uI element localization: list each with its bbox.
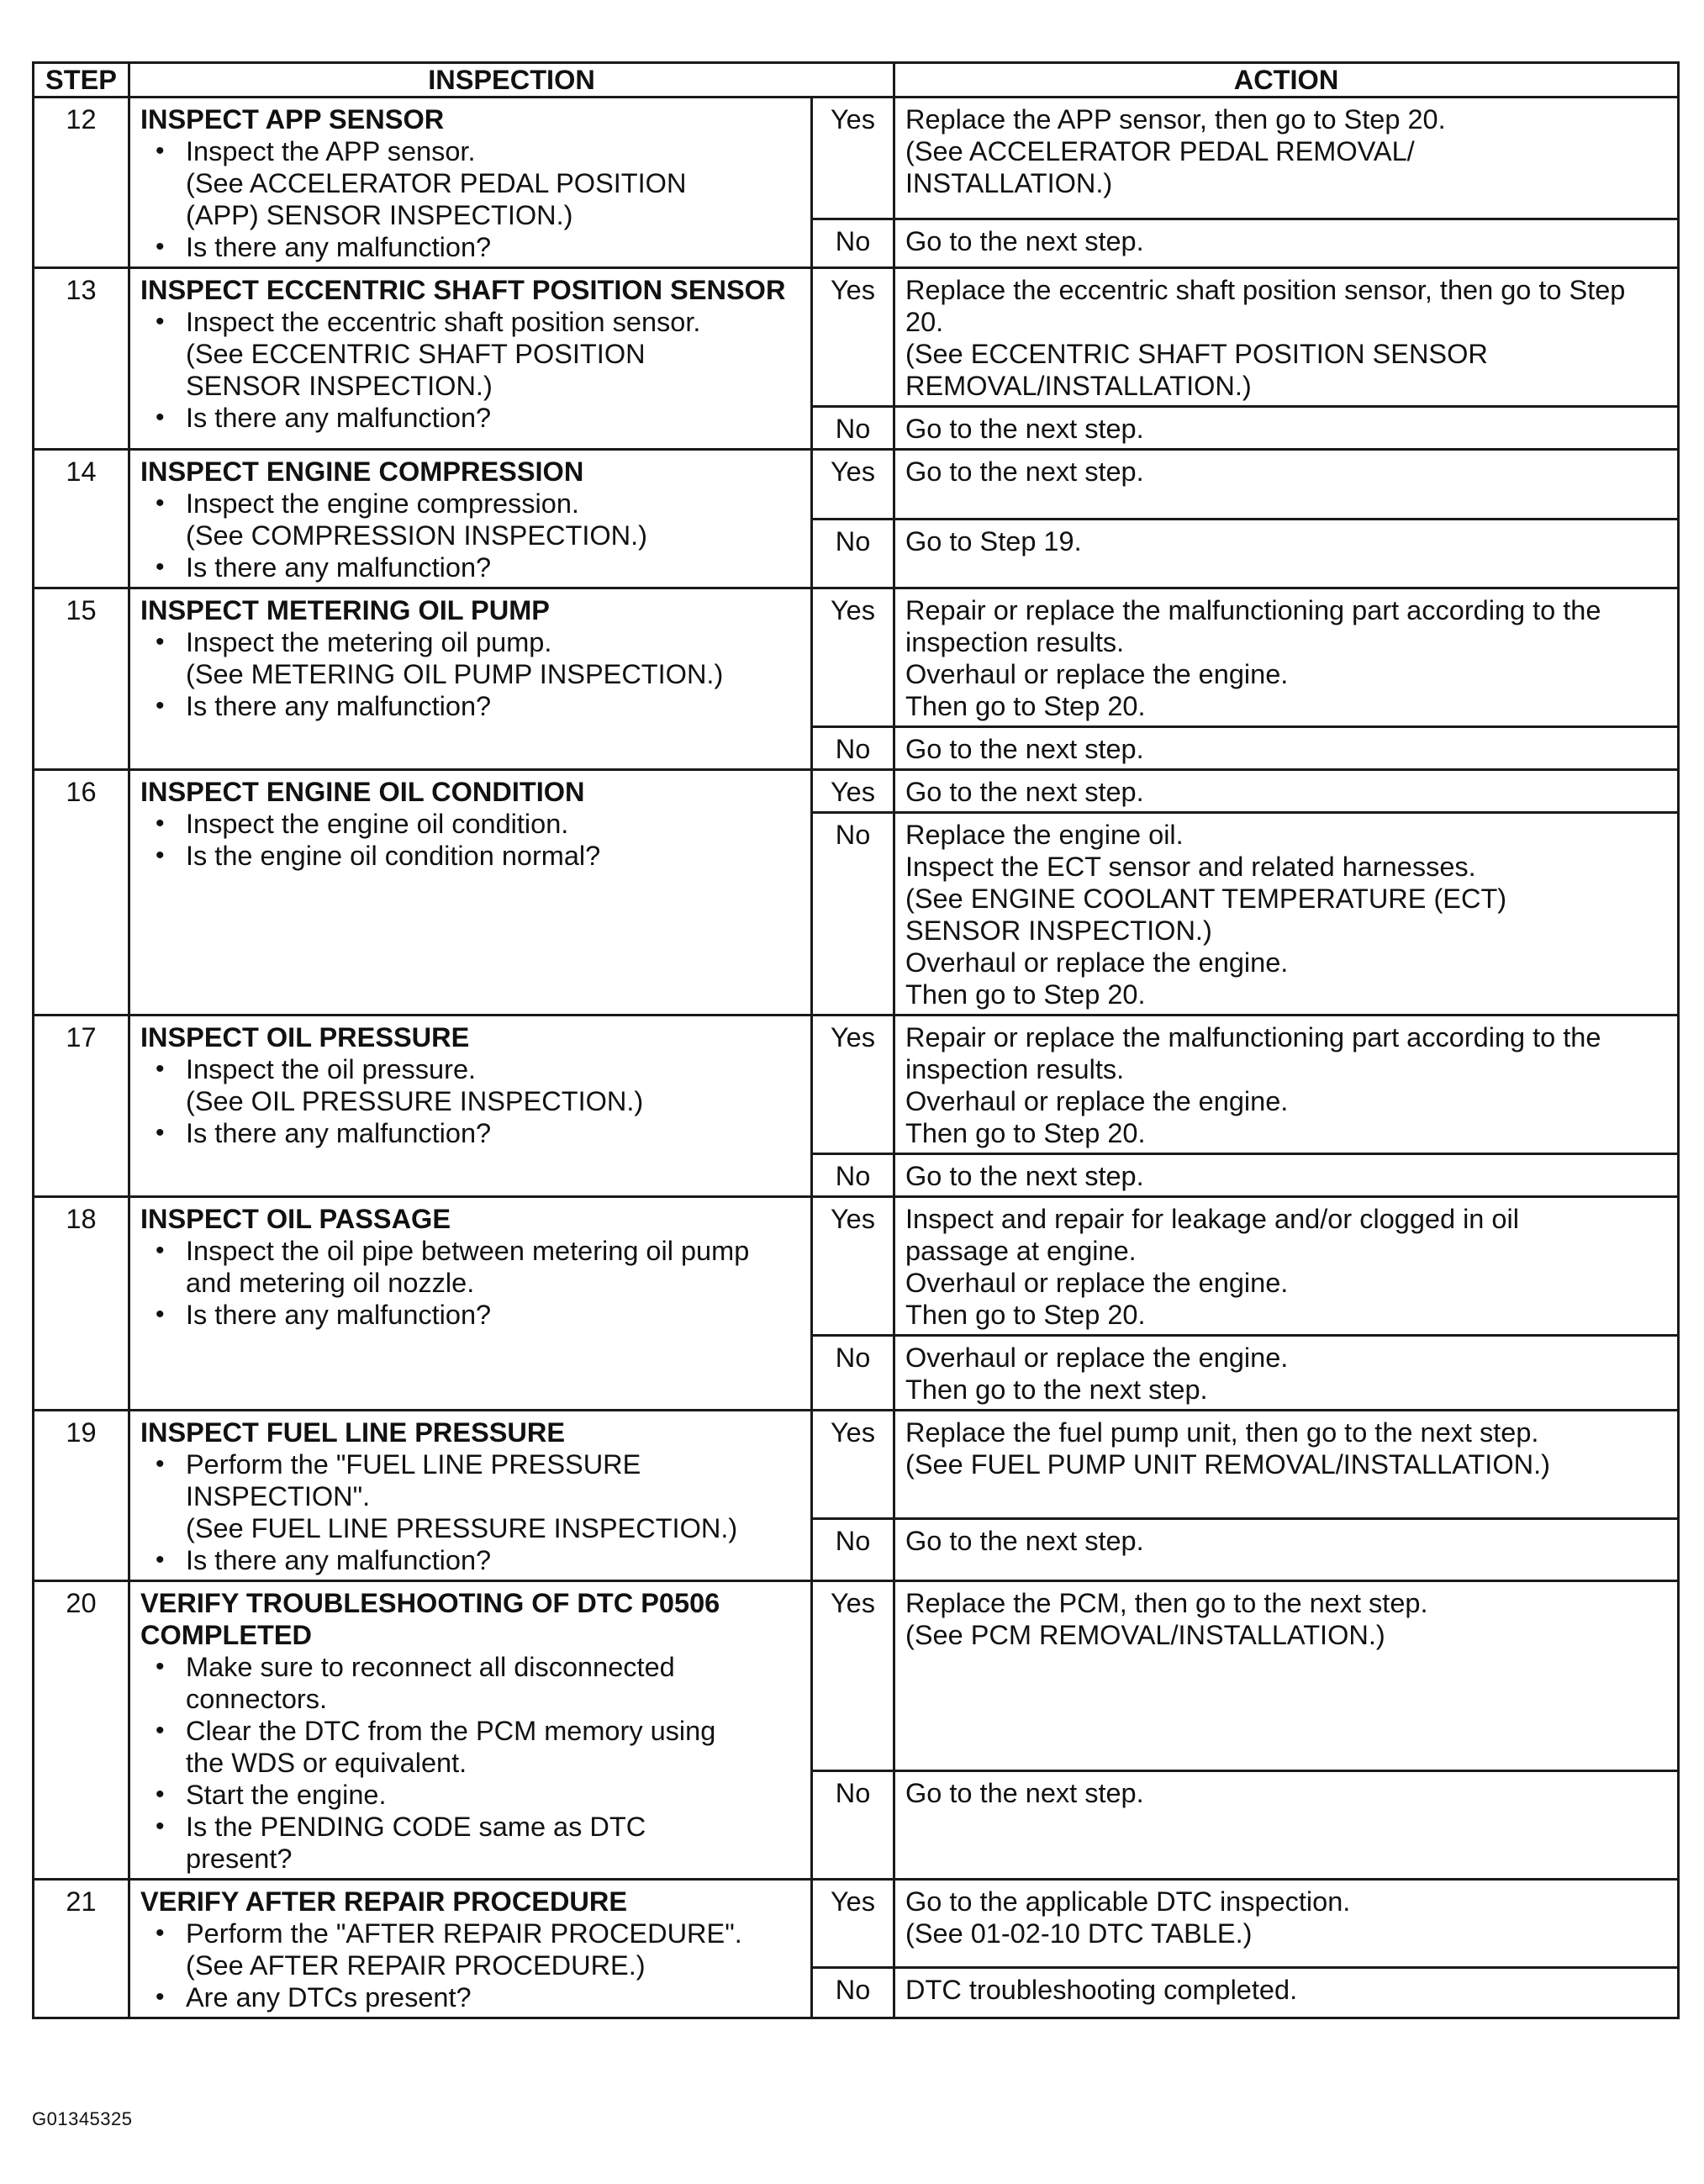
inspection-cell [129, 1197, 812, 1411]
inspection-cell [129, 268, 812, 450]
step-number: 19 [34, 1411, 129, 1581]
inspection-line: • Is there any malfunction? [140, 1299, 802, 1331]
action-line: Go to the next step. [905, 225, 1144, 256]
inspection-cell [129, 770, 812, 1016]
action-line: (See ECCENTRIC SHAFT POSITION SENSOR [905, 339, 1488, 369]
action-line: SENSOR INSPECTION.) [905, 915, 1212, 946]
action-line: Inspect the ECT sensor and related harnesses. [905, 852, 1476, 882]
inspection-line: (See FUEL LINE PRESSURE INSPECTION.) [186, 1513, 738, 1543]
action-cell [894, 1581, 1679, 1771]
action-cell [894, 1336, 1679, 1411]
inspection-line: • Inspect the oil pressure. [140, 1053, 802, 1085]
inspection-line: the WDS or equivalent. [186, 1748, 467, 1778]
inspection-line: • Is there any malfunction? [140, 1544, 802, 1576]
inspection-line: • Inspect the eccentric shaft position sensor. [140, 306, 802, 338]
action-cell [894, 519, 1679, 588]
table-body [34, 98, 1679, 2018]
action-line: Go to Step 19. [905, 525, 1082, 557]
action-cell [894, 813, 1679, 1016]
inspection-line: and metering oil nozzle. [186, 1268, 475, 1298]
action-line: Go to the next step. [905, 1161, 1144, 1191]
action-line: Then go to Step 20. [905, 1300, 1146, 1330]
inspection-line: (See METERING OIL PUMP INSPECTION.) [186, 659, 724, 689]
action-cell [894, 1154, 1679, 1197]
answer-label: No [812, 1967, 894, 2018]
action-cell [894, 450, 1679, 520]
action-line: Overhaul or replace the engine. [905, 947, 1289, 978]
answer-label: No [812, 219, 894, 267]
table-row [34, 1411, 1679, 1519]
table-row [34, 770, 1679, 813]
table-row [34, 1880, 1679, 1968]
action-line: Replace the fuel pump unit, then go to the next step. [905, 1417, 1539, 1448]
inspection-cell [129, 1581, 812, 1880]
step-title: INSPECT ENGINE COMPRESSION [140, 456, 584, 487]
inspection-line: (See ACCELERATOR PEDAL POSITION [186, 168, 687, 198]
step-number: 20 [34, 1581, 129, 1880]
action-line: (See ACCELERATOR PEDAL REMOVAL/ [905, 136, 1415, 166]
answer-label: Yes [812, 268, 894, 407]
action-line: Repair or replace the malfunctioning part according to the [905, 595, 1601, 625]
action-line: inspection results. [905, 627, 1125, 657]
action-cell [894, 1880, 1679, 1968]
inspection-cell [129, 98, 812, 268]
action-cell [894, 1519, 1679, 1581]
step-title: VERIFY AFTER REPAIR PROCEDURE [140, 1886, 628, 1917]
action-cell [894, 219, 1679, 267]
answer-label: No [812, 1336, 894, 1411]
table-row [34, 450, 1679, 520]
step-title: INSPECT ECCENTRIC SHAFT POSITION SENSOR [140, 275, 786, 305]
inspection-line: • Inspect the engine oil condition. [140, 808, 802, 840]
action-cell [894, 770, 1679, 813]
step-number: 17 [34, 1016, 129, 1197]
action-line: Go to the next step. [905, 1526, 1144, 1557]
action-line: (See 01-02-10 DTC TABLE.) [905, 1918, 1253, 1949]
inspection-line: • Inspect the APP sensor. [140, 135, 802, 167]
action-line: Overhaul or replace the engine. [905, 1268, 1289, 1298]
action-line: Replace the PCM, then go to the next step. [905, 1588, 1428, 1618]
answer-label: Yes [812, 1880, 894, 1968]
header-step: STEP [34, 63, 129, 98]
inspection-line: SENSOR INSPECTION.) [186, 371, 493, 401]
action-line: (See PCM REMOVAL/INSTALLATION.) [905, 1620, 1385, 1650]
inspection-line: • Is there any malfunction? [140, 1117, 802, 1149]
answer-label: Yes [812, 450, 894, 520]
action-cell [894, 1197, 1679, 1336]
action-cell [894, 727, 1679, 770]
answer-label: Yes [812, 1581, 894, 1771]
inspection-line: (See COMPRESSION INSPECTION.) [186, 520, 647, 551]
step-title: INSPECT OIL PRESSURE [140, 1022, 470, 1052]
answer-label: No [812, 519, 894, 588]
step-number: 12 [34, 98, 129, 268]
inspection-line: • Perform the "AFTER REPAIR PROCEDURE". [140, 1918, 802, 1949]
troubleshooting-table [32, 61, 1680, 2019]
action-line: Go to the next step. [905, 734, 1144, 764]
action-cell [894, 407, 1679, 450]
inspection-line: • Is there any malfunction? [140, 231, 802, 263]
action-line: Go to the next step. [905, 414, 1144, 444]
inspection-line: • Is there any malfunction? [140, 690, 802, 722]
action-line: Go to the next step. [905, 777, 1144, 807]
action-line: Overhaul or replace the engine. [905, 659, 1289, 689]
inspection-line: • Inspect the metering oil pump. [140, 626, 802, 658]
table-row [34, 268, 1679, 407]
table-row [34, 98, 1679, 219]
inspection-line: • Are any DTCs present? [140, 1981, 802, 2013]
action-line: Go to the next step. [905, 456, 1144, 487]
answer-label: Yes [812, 770, 894, 813]
answer-label: Yes [812, 98, 894, 219]
step-title: INSPECT ENGINE OIL CONDITION [140, 777, 585, 807]
step-title: INSPECT APP SENSOR [140, 104, 445, 135]
answer-label: No [812, 727, 894, 770]
inspection-line: • Make sure to reconnect all disconnected [140, 1651, 802, 1683]
header-row [34, 63, 1679, 98]
action-line: 20. [905, 307, 944, 337]
table-row [34, 588, 1679, 727]
action-line: Then go to Step 20. [905, 1118, 1146, 1148]
inspection-line: • Start the engine. [140, 1779, 802, 1811]
inspection-line: INSPECTION". [186, 1481, 371, 1511]
header-action: ACTION [894, 63, 1679, 98]
action-cell [894, 268, 1679, 407]
figure-code: G01345325 [32, 2108, 133, 2129]
inspection-line: • Inspect the oil pipe between metering oil pump [140, 1235, 802, 1267]
inspection-line: • Is there any malfunction? [140, 402, 802, 434]
answer-label: No [812, 1154, 894, 1197]
action-line: Inspect and repair for leakage and/or clogged in oil [905, 1204, 1519, 1234]
answer-label: No [812, 813, 894, 1016]
step-title: INSPECT OIL PASSAGE [140, 1204, 451, 1234]
action-cell [894, 1016, 1679, 1154]
action-line: Go to the applicable DTC inspection. [905, 1886, 1351, 1917]
action-cell [894, 588, 1679, 727]
inspection-line: • Is the engine oil condition normal? [140, 840, 802, 872]
inspection-line: • Inspect the engine compression. [140, 488, 802, 520]
action-cell [894, 1770, 1679, 1879]
step-number: 21 [34, 1880, 129, 2018]
table-row [34, 1016, 1679, 1154]
table-row [34, 1581, 1679, 1771]
action-line: passage at engine. [905, 1236, 1137, 1266]
inspection-line: • Clear the DTC from the PCM memory using [140, 1715, 802, 1747]
inspection-line: (See AFTER REPAIR PROCEDURE.) [186, 1950, 646, 1981]
action-line: (See FUEL PUMP UNIT REMOVAL/INSTALLATION.) [905, 1449, 1550, 1480]
action-cell [894, 1411, 1679, 1519]
action-line: inspection results. [905, 1054, 1125, 1084]
answer-label: Yes [812, 1197, 894, 1336]
action-line: Go to the next step. [905, 1777, 1144, 1808]
table-row [34, 1197, 1679, 1336]
inspection-line: connectors. [186, 1684, 328, 1714]
action-line: REMOVAL/INSTALLATION.) [905, 371, 1252, 401]
action-line: Then go to Step 20. [905, 691, 1146, 721]
inspection-line: present? [186, 1844, 293, 1874]
answer-label: No [812, 407, 894, 450]
action-line: Overhaul or replace the engine. [905, 1086, 1289, 1116]
action-line: Overhaul or replace the engine. [905, 1343, 1289, 1373]
inspection-cell [129, 1411, 812, 1581]
action-line: Replace the eccentric shaft position sensor, then go to Step [905, 275, 1626, 305]
action-line: Replace the engine oil. [905, 820, 1184, 850]
action-cell [894, 1967, 1679, 2018]
header-inspection: INSPECTION [129, 63, 894, 98]
step-number: 16 [34, 770, 129, 1016]
answer-label: Yes [812, 588, 894, 727]
action-cell [894, 98, 1679, 219]
inspection-line: • Perform the "FUEL LINE PRESSURE [140, 1448, 802, 1480]
step-number: 15 [34, 588, 129, 770]
answer-label: Yes [812, 1411, 894, 1519]
inspection-line: (See ECCENTRIC SHAFT POSITION [186, 339, 646, 369]
inspection-line: • Is the PENDING CODE same as DTC [140, 1811, 802, 1843]
inspection-cell [129, 1016, 812, 1197]
step-number: 14 [34, 450, 129, 588]
step-number: 13 [34, 268, 129, 450]
step-title: INSPECT METERING OIL PUMP [140, 595, 550, 625]
inspection-cell [129, 588, 812, 770]
step-title: VERIFY TROUBLESHOOTING OF DTC P0506 COMPLETED [140, 1588, 720, 1650]
answer-label: No [812, 1519, 894, 1581]
action-line: (See ENGINE COOLANT TEMPERATURE (ECT) [905, 884, 1507, 914]
inspection-line: • Is there any malfunction? [140, 551, 802, 583]
action-line: Repair or replace the malfunctioning part according to the [905, 1022, 1601, 1052]
answer-label: Yes [812, 1016, 894, 1154]
step-number: 18 [34, 1197, 129, 1411]
step-title: INSPECT FUEL LINE PRESSURE [140, 1417, 566, 1448]
inspection-line: (See OIL PRESSURE INSPECTION.) [186, 1086, 644, 1116]
action-line: DTC troubleshooting completed. [905, 1974, 1298, 2005]
inspection-line: (APP) SENSOR INSPECTION.) [186, 200, 573, 230]
action-line: Replace the APP sensor, then go to Step 20. [905, 104, 1446, 135]
action-line: INSTALLATION.) [905, 168, 1113, 198]
inspection-cell [129, 450, 812, 588]
inspection-cell [129, 1880, 812, 2018]
action-line: Then go to the next step. [905, 1374, 1208, 1405]
answer-label: No [812, 1770, 894, 1879]
action-line: Then go to Step 20. [905, 979, 1146, 1010]
